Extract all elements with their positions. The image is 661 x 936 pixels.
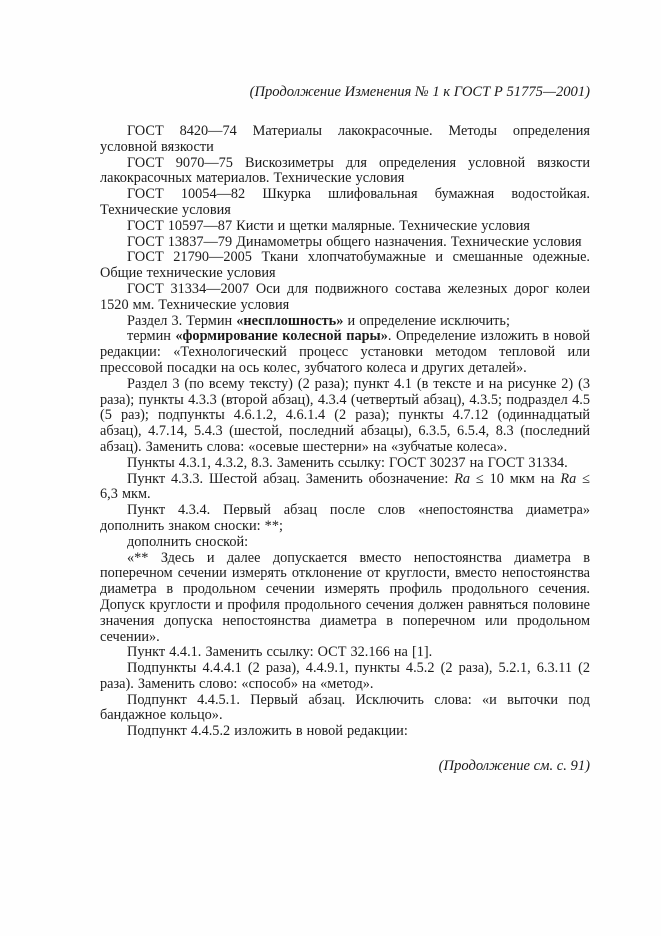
text-run: термин xyxy=(127,328,176,345)
text-run: и определение исключить; xyxy=(343,312,510,329)
text-run: Раздел 3 (по всему тексту) (2 раза); пункт 4.1 (в тексте и на рисунке 2) (3 раза); пункты 4.3.3 (второй абзац), 4.3.4 (четвертый абзац), 4.3.5; подраздел 4.5 (5 раз); подпункты 4.6.1.2, 4.6.1.4 (2 раза); пункты 4.7.12 (одиннадцатый абзац), 4.7.14, 5.4.3 (шестой, последний абзацы), 6.3.5, 6.5.4, 8.3 (последний абзац). Заменить слова: «осевые шестерни» на «зубчатые колеса». xyxy=(100,375,590,455)
text-run: Подпункт 4.4.5.1. Первый абзац. Исключить слова: «и выточки под бандажное кольцо». xyxy=(100,691,590,724)
paragraph xyxy=(100,282,590,314)
paragraph xyxy=(100,377,590,456)
document-continuation-header: (Продолжение Изменения № 1 к ГОСТ Р 51775—2001) xyxy=(249,84,590,100)
paragraph xyxy=(100,645,590,661)
text-run: дополнить сноской: xyxy=(127,533,249,550)
text-run: ГОСТ 9070—75 Вискозиметры для определения условной вязкости лакокрасочных материалов. Технические условия xyxy=(100,154,590,187)
text-run: «формирование колесной пары» xyxy=(175,328,388,345)
paragraph xyxy=(100,535,590,551)
document-body xyxy=(100,124,590,740)
paragraph xyxy=(100,724,590,740)
text-run: ГОСТ 31334—2007 Оси для подвижного состава железных дорог колеи 1520 мм. Технические условия xyxy=(100,280,590,313)
text-run: Раздел 3. Термин xyxy=(127,312,237,329)
paragraph xyxy=(100,551,590,646)
paragraph xyxy=(100,472,590,504)
paragraph xyxy=(100,187,590,219)
text-run: «несплошность» xyxy=(236,312,344,329)
text-run: «** Здесь и далее допускается вместо непостоянства диаметра в поперечном сечении измерять отклонение от круглости, вместо непостоянства диаметра в продольном сечении измерять профиль продольного сечения. Допуск круглости и профиля продольного сечения должен равняться половине значения допуска непостоянства диаметра в поперечном или продольном сечении». xyxy=(100,549,590,645)
text-run: ГОСТ 13837—79 Динамометры общего назначения. Технические условия xyxy=(127,233,582,250)
text-run: Подпункт 4.4.5.2 изложить в новой редакции: xyxy=(127,723,408,740)
text-run: Пункт 4.4.1. Заменить ссылку: ОСТ 32.166 на [1]. xyxy=(127,644,433,661)
paragraph xyxy=(100,661,590,693)
paragraph xyxy=(100,693,590,725)
paragraph xyxy=(100,456,590,472)
text-run: ≤ 6,3 мкм. xyxy=(100,470,590,503)
text-run: ГОСТ 8420—74 Материалы лакокрасочные. Методы определения условной вязкости xyxy=(100,123,590,155)
paragraph xyxy=(100,503,590,535)
text-run: Ra xyxy=(454,470,471,487)
text-run: Подпункты 4.4.4.1 (2 раза), 4.4.9.1, пункты 4.5.2 (2 раза), 5.2.1, 6.3.11 (2 раза). Заменить слово: «способ» на «метод». xyxy=(100,660,590,692)
paragraph xyxy=(100,124,590,156)
paragraph xyxy=(100,314,590,330)
text-run: ГОСТ 21790—2005 Ткани хлопчатобумажные и смешанные одежные. Общие технические условия xyxy=(100,249,590,282)
text-run: Пункты 4.3.1, 4.3.2, 8.3. Заменить ссылку: ГОСТ 30237 на ГОСТ 31334. xyxy=(127,454,568,471)
text-run: ГОСТ 10054—82 Шкурка шлифовальная бумажная водостойкая. Технические условия xyxy=(100,186,590,218)
paragraph xyxy=(100,250,590,282)
paragraph xyxy=(100,219,590,235)
paragraph xyxy=(100,156,590,188)
paragraph xyxy=(100,235,590,251)
text-run: . Определение изложить в новой редакции: «Технологический процесс установки методом тепловой или прессовой посадки на ось колес, зубчатого колеса и других деталей». xyxy=(100,328,590,376)
text-run: Пункт 4.3.3. Шестой абзац. Заменить обозначение: xyxy=(127,470,455,487)
text-run: Пункт 4.3.4. Первый абзац после слов «непостоянства диаметра» дополнить знаком сноски: **; xyxy=(100,502,590,534)
document-continuation-footer: (Продолжение см. с. 91) xyxy=(438,758,590,775)
text-run: ≤ 10 мкм на xyxy=(470,470,561,487)
text-run: ГОСТ 10597—87 Кисти и щетки малярные. Технические условия xyxy=(127,217,531,234)
paragraph xyxy=(100,329,590,376)
text-run: Ra xyxy=(560,470,577,487)
